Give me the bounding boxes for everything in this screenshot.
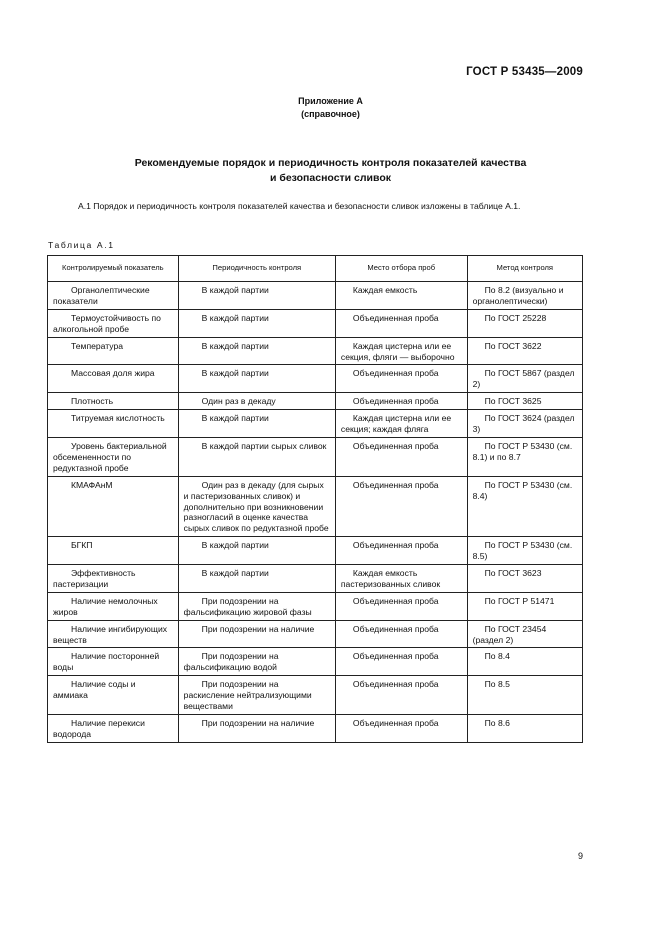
periodicity-cell: Один раз в декаду — [178, 393, 335, 410]
control-table — [47, 255, 583, 743]
method-cell: По ГОСТ 3623 — [467, 565, 582, 593]
periodicity-cell: При подозрении на фальсификацию водой — [178, 648, 335, 676]
table-row — [48, 437, 583, 476]
periodicity-cell: При подозрении на наличие — [178, 715, 335, 743]
method-cell: По ГОСТ Р 53430 (см. 8.4) — [467, 476, 582, 537]
intro-paragraph: А.1 Порядок и периодичность контроля показателей качества и безопасности сливок изложены в таблице А.1. — [78, 201, 521, 211]
indicator-cell: КМАФАнМ — [48, 476, 179, 537]
table-row — [48, 676, 583, 715]
appendix-heading — [0, 95, 661, 121]
indicator-cell: Температура — [48, 337, 179, 365]
method-cell: По ГОСТ 23454 (раздел 2) — [467, 620, 582, 648]
sampling-place-cell: Каждая емкость пастеризованных сливок — [335, 565, 467, 593]
sampling-place-cell: Объединенная проба — [335, 537, 467, 565]
header-method: Метод контроля — [467, 256, 582, 282]
table-row — [48, 715, 583, 743]
appendix-label: Приложение А — [298, 96, 363, 106]
method-cell: По 8.4 — [467, 648, 582, 676]
table-row — [48, 337, 583, 365]
section-title — [0, 156, 661, 186]
sampling-place-cell: Объединенная проба — [335, 309, 467, 337]
table-row — [48, 365, 583, 393]
method-cell: По 8.6 — [467, 715, 582, 743]
page-number: 9 — [577, 851, 583, 861]
table-body — [48, 282, 583, 743]
table-row — [48, 309, 583, 337]
sampling-place-cell: Объединенная проба — [335, 715, 467, 743]
method-cell: По ГОСТ 5867 (раздел 2) — [467, 365, 582, 393]
indicator-cell: Массовая доля жира — [48, 365, 179, 393]
indicator-cell: Титруемая кислотность — [48, 410, 179, 438]
sampling-place-cell: Объединенная проба — [335, 365, 467, 393]
table-row — [48, 620, 583, 648]
method-cell: По ГОСТ Р 53430 (см. 8.5) — [467, 537, 582, 565]
document-id-header: ГОСТ Р 53435—2009 — [466, 66, 583, 78]
sampling-place-cell: Объединенная проба — [335, 592, 467, 620]
method-cell: По ГОСТ 3625 — [467, 393, 582, 410]
method-cell: По ГОСТ Р 51471 — [467, 592, 582, 620]
sampling-place-cell: Объединенная проба — [335, 676, 467, 715]
table-caption: Таблица А.1 — [48, 240, 115, 250]
table-row — [48, 565, 583, 593]
periodicity-cell: В каждой партии — [178, 365, 335, 393]
periodicity-cell: В каждой партии — [178, 537, 335, 565]
periodicity-cell: При подозрении на наличие — [178, 620, 335, 648]
indicator-cell: Наличие ингибирующих веществ — [48, 620, 179, 648]
header-indicator: Контролируемый показатель — [48, 256, 179, 282]
indicator-cell: Уровень бактериальной обсемененности по редуктазной пробе — [48, 437, 179, 476]
indicator-cell: Наличие немолочных жиров — [48, 592, 179, 620]
method-cell: По ГОСТ 25228 — [467, 309, 582, 337]
indicator-cell: Органолептические показатели — [48, 282, 179, 310]
header-sampling-place: Место отбора проб — [335, 256, 467, 282]
periodicity-cell: В каждой партии сырых сливок — [178, 437, 335, 476]
sampling-place-cell: Объединенная проба — [335, 437, 467, 476]
section-title-line-1: Рекомендуемые порядок и периодичность контроля показателей качества — [134, 157, 527, 169]
method-cell: По ГОСТ 3624 (раздел 3) — [467, 410, 582, 438]
header-periodicity: Периодичность контроля — [178, 256, 335, 282]
table-row — [48, 592, 583, 620]
appendix-note: (справочное) — [301, 109, 360, 119]
sampling-place-cell: Каждая цистерна или ее секция, фляги — выборочно — [335, 337, 467, 365]
method-cell: По 8.2 (визуально и органолептически) — [467, 282, 582, 310]
indicator-cell: Эффективность пастеризации — [48, 565, 179, 593]
table-row — [48, 476, 583, 537]
indicator-cell: БГКП — [48, 537, 179, 565]
sampling-place-cell: Объединенная проба — [335, 393, 467, 410]
sampling-place-cell: Объединенная проба — [335, 620, 467, 648]
method-cell: По ГОСТ Р 53430 (см. 8.1) и по 8.7 — [467, 437, 582, 476]
periodicity-cell: В каждой партии — [178, 337, 335, 365]
sampling-place-cell: Объединенная проба — [335, 648, 467, 676]
table-row — [48, 410, 583, 438]
indicator-cell: Наличие соды и аммиака — [48, 676, 179, 715]
method-cell: По 8.5 — [467, 676, 582, 715]
periodicity-cell: При подозрении на раскисление нейтрализующими веществами — [178, 676, 335, 715]
sampling-place-cell: Каждая емкость — [335, 282, 467, 310]
table-row — [48, 282, 583, 310]
periodicity-cell: В каждой партии — [178, 309, 335, 337]
section-title-line-2: и безопасности сливок — [269, 172, 391, 184]
indicator-cell: Термоустойчивость по алкогольной пробе — [48, 309, 179, 337]
method-cell: По ГОСТ 3622 — [467, 337, 582, 365]
table-row — [48, 537, 583, 565]
periodicity-cell: При подозрении на фальсификацию жировой фазы — [178, 592, 335, 620]
indicator-cell: Плотность — [48, 393, 179, 410]
periodicity-cell: В каждой партии — [178, 282, 335, 310]
periodicity-cell: В каждой партии — [178, 565, 335, 593]
table-row — [48, 648, 583, 676]
periodicity-cell: В каждой партии — [178, 410, 335, 438]
sampling-place-cell: Каждая цистерна или ее секция; каждая фляга — [335, 410, 467, 438]
indicator-cell: Наличие посторонней воды — [48, 648, 179, 676]
sampling-place-cell: Объединенная проба — [335, 476, 467, 537]
table-row — [48, 393, 583, 410]
indicator-cell: Наличие перекиси водорода — [48, 715, 179, 743]
periodicity-cell: Один раз в декаду (для сырых и пастеризованных сливок) и дополнительно при возникновении разногласий в оценке качества сырых сливок по редуктазной пробе — [178, 476, 335, 537]
table-header-row — [48, 256, 583, 282]
